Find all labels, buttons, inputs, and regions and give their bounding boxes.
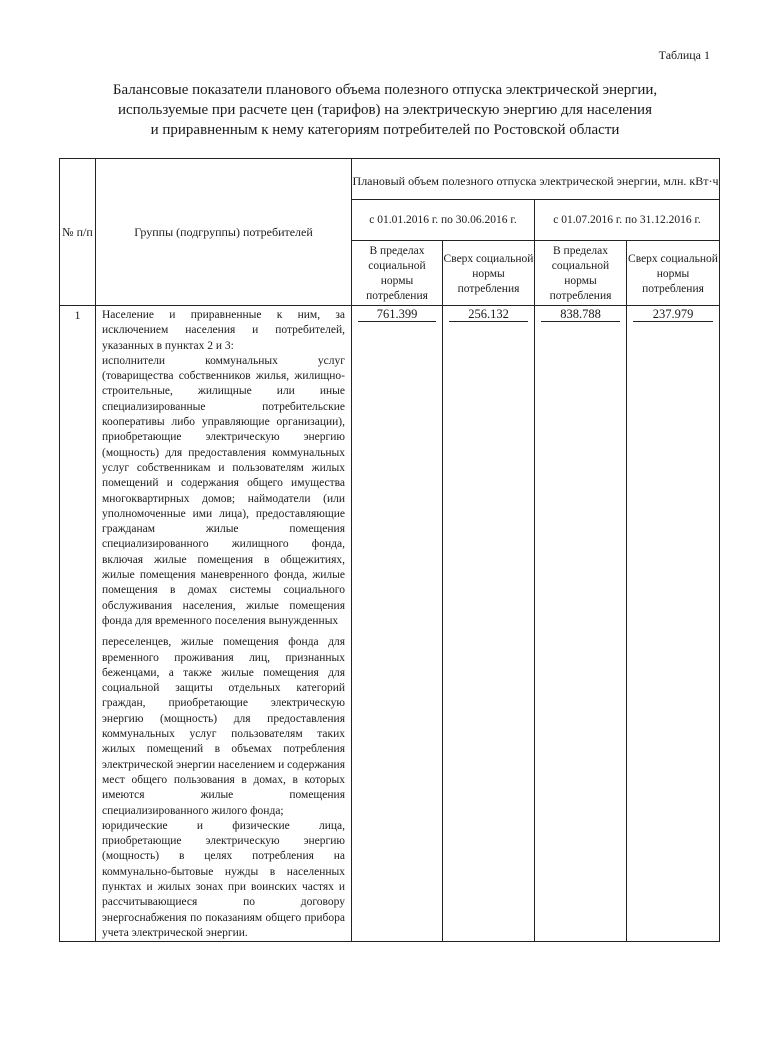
value-p2-within-norm: 838.788 (535, 306, 627, 942)
description-part-3: переселенцев, жилые помещения фонда для временного проживания лиц, признанных беженцами, а также жилые помещения для социальной защиты отдельных категорий граждан, приобретающие электрическую энергию (мощность) для предоставления коммунальных услуг пользователям таких жилых помещений в объемах потребления электрической энергии населением и содержания мест общего пользования в домах, в которых имеются жилые помещения специализированного жилого фонда; (102, 636, 345, 817)
row-num: 1 (60, 306, 96, 942)
value-p1-above-norm: 256.132 (443, 306, 535, 942)
description-part-2: исполнители коммунальных услуг (товарищества собственников жилья, жилищно-строительные, жилищные или иные специализированные потребительские кооперативы либо управляющие организации), приобретающие электрическую энергию (мощность) для предоставления коммунальных услуг собственникам и пользователям жилых помещений и содержания общего имущества многоквартирных домов; наймодатели (или уполномоченные ими лица), предоставляющие гражданам жилые помещения специализированного жилищного фонда, включая жилые помещения в общежитиях, жилые помещения маневренного фонда, жилые помещения в домах системы социального обслуживания населения, жилые помещения фонда для временного поселения вынужденных (102, 354, 345, 627)
title-line-2: используемые при расчете цен (тарифов) на электрическую энергию для населения (118, 102, 652, 118)
table-row (60, 306, 720, 942)
header-period-2: с 01.07.2016 г. по 31.12.2016 г. (535, 200, 720, 241)
header-p1-within-norm: В пределах социальной нормы потребления (352, 241, 443, 306)
title-line-3: и приравненным к нему категориям потребителей по Ростовской области (150, 122, 620, 138)
value-p2-above-norm: 237.979 (627, 306, 720, 942)
header-p1-above-norm: Сверх социальной нормы потребления (443, 241, 535, 306)
header-p2-above-norm: Сверх социальной нормы потребления (627, 241, 720, 306)
header-p2-within-norm: В пределах социальной нормы потребления (535, 241, 627, 306)
value-p1-within-norm: 761.399 (352, 306, 443, 942)
header-num: № п/п (60, 159, 96, 306)
document-title (60, 80, 710, 140)
title-line-1: Балансовые показатели планового объема полезного отпуска электрической энергии, (112, 82, 658, 98)
consumer-group-description (96, 306, 352, 942)
balance-table (59, 158, 720, 942)
table-label: Таблица 1 (658, 48, 710, 62)
description-part-1: Население и приравненные к ним, за исключением населения и потребителей, указанных в пунктах 2 и 3: (102, 309, 345, 352)
header-period-1: с 01.01.2016 г. по 30.06.2016 г. (352, 200, 535, 241)
description-part-4: юридические и физические лица, приобретающие электрическую энергию (мощность) в целях потребления на коммунально-бытовые нужды в населенных пунктах и жилых зонах при воинских частях и рассчитывающиеся по договору энергоснабжения по показаниям общего прибора учета электрической энергии. (102, 819, 345, 939)
header-plan-volume: Плановый объем полезного отпуска электрической энергии, млн. кВт·ч (352, 159, 720, 200)
header-group: Группы (подгруппы) потребителей (96, 159, 352, 306)
